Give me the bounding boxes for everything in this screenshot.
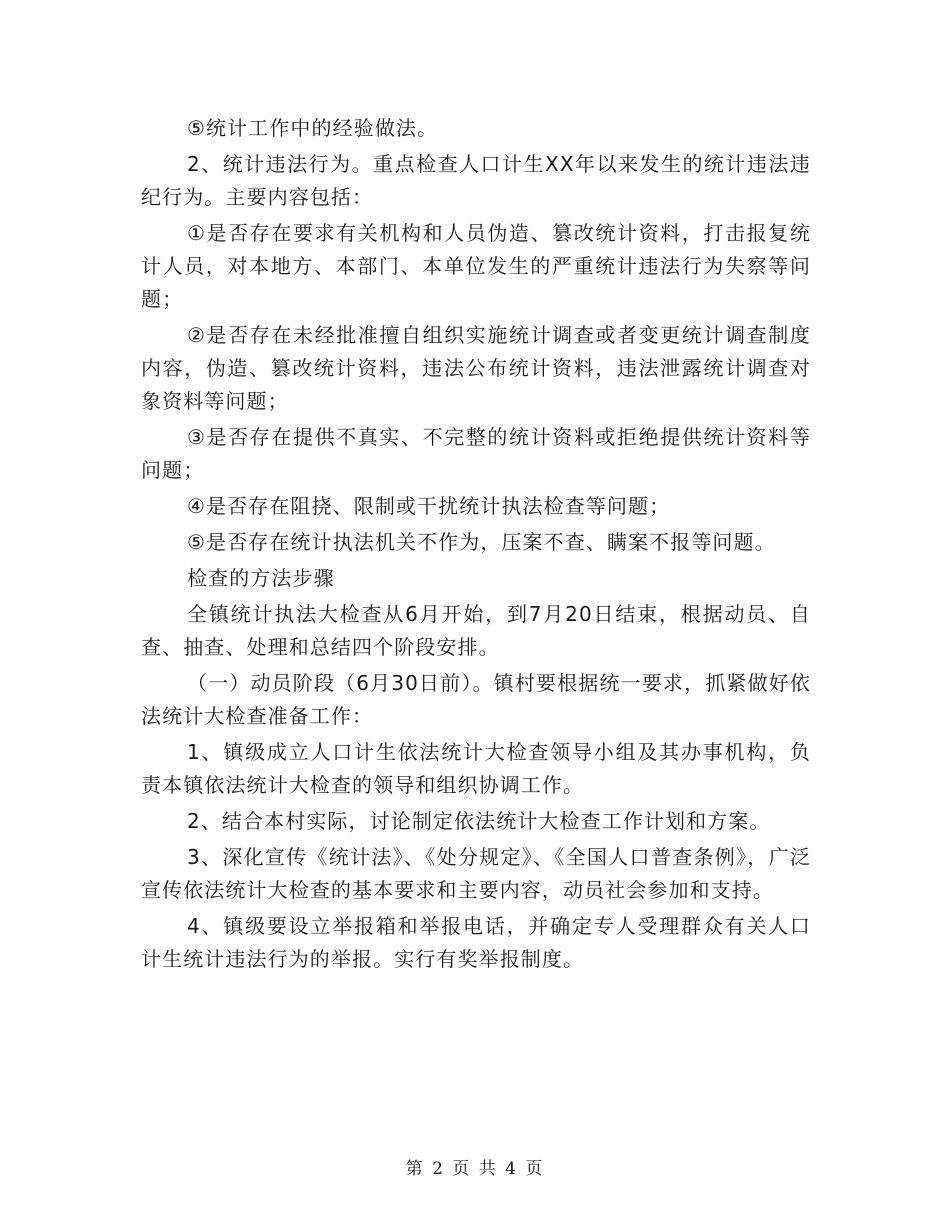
document-body [141,112,811,979]
paragraph-6: ④是否存在阻挠、限制或干扰统计执法检查等问题； [187,494,671,518]
paragraph-11: 1、镇级成立人口计生依法统计大检查领导小组及其办事机构，负责本镇依法统计大检查的领导和组织协调工作。 [141,740,811,797]
paragraph-14: 4、镇级要设立举报箱和举报电话，并确定专人受理群众有关人口计生统计违法行为的举报。实行有奖举报制度。 [141,914,811,971]
paragraph-12: 2、结合本村实际，讨论制定依法统计大检查工作计划和方案。 [187,809,771,833]
paragraph-13: 3、深化宣传《统计法》、《处分规定》、《全国人口普查条例》，广泛宣传依法统计大检查的基本要求和主要内容，动员社会参加和支持。 [141,845,811,902]
paragraph-9: 全镇统计执法大检查从6月开始，到7月20日结束，根据动员、自查、抽查、处理和总结四个阶段安排。 [141,602,811,659]
paragraph-2: 2、统计违法行为。重点检查人口计生XX年以来发生的统计违法违纪行为。主要内容包括： [141,152,811,209]
section-heading: 检查的方法步骤 [187,566,335,590]
page-number-footer: 第 2 页 共 4 页 [405,1159,545,1179]
paragraph-3: ①是否存在要求有关机构和人员伪造、篡改统计资料，打击报复统计人员，对本地方、本部门、本单位发生的严重统计违法行为失察等问题； [141,221,811,311]
paragraph-4: ②是否存在未经批准擅自组织实施统计调查或者变更统计调查制度内容，伪造、篡改统计资料，违法公布统计资料，违法泄露统计调查对象资料等问题； [141,323,811,413]
paragraph-5: ③是否存在提供不真实、不完整的统计资料或拒绝提供统计资料等问题； [141,425,811,482]
paragraph-10: （一）动员阶段（6月30日前）。镇村要根据统一要求，抓紧做好依法统计大检查准备工作： [141,671,811,728]
paragraph-1: ⑤统计工作中的经验做法。 [187,116,439,140]
paragraph-7: ⑤是否存在统计执法机关不作为，压案不查、瞒案不报等问题。 [187,530,776,554]
